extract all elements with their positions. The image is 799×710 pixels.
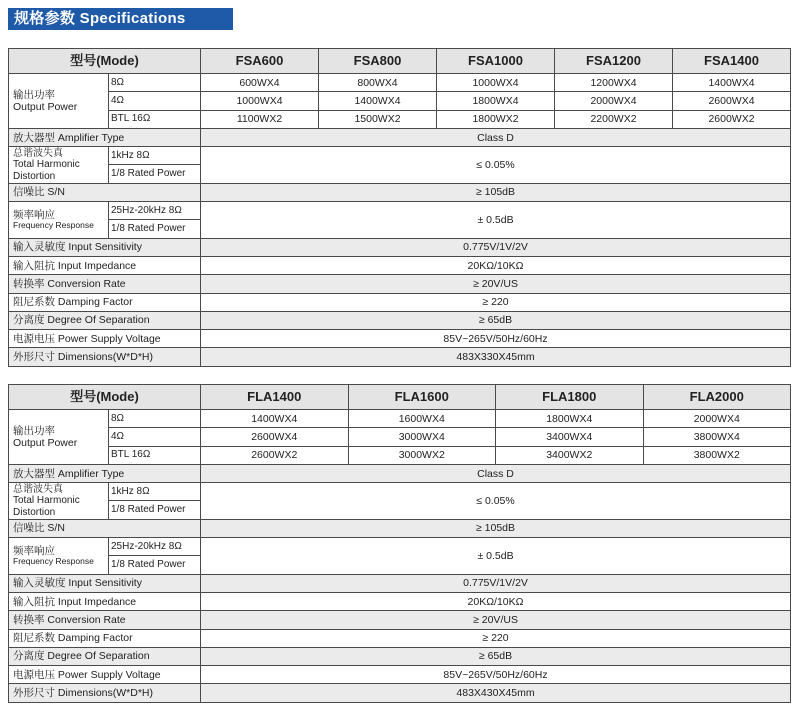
damping-factor-label: 阻尼系数 Damping Factor bbox=[9, 293, 201, 311]
input-impedance-label: 输入阻抗 Input Impedance bbox=[9, 592, 201, 610]
power-value: 1600WX4 bbox=[348, 410, 496, 428]
conversion-rate-label: 转换率 Conversion Rate bbox=[9, 611, 201, 629]
thd-row bbox=[9, 147, 791, 165]
thd-label-en-2: Distortion bbox=[13, 506, 56, 518]
power-supply-value: 85V~265V/50Hz/60Hz bbox=[201, 330, 791, 348]
frequency-response-label-cn: 频率响应 bbox=[13, 208, 55, 221]
power-value: 1400WX4 bbox=[201, 410, 349, 428]
model-header: FSA1200 bbox=[555, 49, 673, 74]
damping-factor-value: ≥ 220 bbox=[201, 293, 791, 311]
thd-value: ≤ 0.05% bbox=[201, 483, 791, 520]
power-value: 2000WX4 bbox=[643, 410, 791, 428]
damping-factor-row bbox=[9, 629, 791, 647]
frequency-response-value: ± 0.5dB bbox=[201, 538, 791, 575]
input-impedance-row bbox=[9, 592, 791, 610]
conversion-rate-value: ≥ 20V/US bbox=[201, 275, 791, 293]
amplifier-type-value: Class D bbox=[201, 128, 791, 146]
thd-condition-1: 1kHz 8Ω bbox=[109, 483, 201, 501]
input-impedance-row bbox=[9, 256, 791, 274]
power-value: 3000WX4 bbox=[348, 428, 496, 446]
amplifier-type-label: 放大器型 Amplifier Type bbox=[9, 128, 201, 146]
thd-label bbox=[9, 147, 109, 184]
frequency-response-label bbox=[9, 202, 109, 239]
power-value: 3400WX4 bbox=[496, 428, 644, 446]
input-sensitivity-label: 输入灵敏度 Input Sensitivity bbox=[9, 574, 201, 592]
output-power-label-en: Output Power bbox=[13, 436, 78, 449]
power-supply-label: 电源电压 Power Supply Voltage bbox=[9, 330, 201, 348]
input-sensitivity-value: 0.775V/1V/2V bbox=[201, 238, 791, 256]
dimensions-row bbox=[9, 348, 791, 366]
model-header: FSA1400 bbox=[673, 49, 791, 74]
power-value: 2000WX4 bbox=[555, 92, 673, 110]
input-impedance-label: 输入阻抗 Input Impedance bbox=[9, 256, 201, 274]
output-power-row bbox=[9, 446, 791, 464]
power-value: 1000WX4 bbox=[201, 92, 319, 110]
conversion-rate-label: 转换率 Conversion Rate bbox=[9, 275, 201, 293]
power-value: 1500WX2 bbox=[319, 110, 437, 128]
mode-header: 型号(Mode) bbox=[9, 49, 201, 74]
input-sensitivity-value: 0.775V/1V/2V bbox=[201, 574, 791, 592]
snr-label: 信噪比 S/N bbox=[9, 519, 201, 537]
frequency-response-condition-2: 1/8 Rated Power bbox=[109, 556, 201, 574]
frequency-response-row bbox=[9, 538, 791, 556]
frequency-response-condition-1: 25Hz-20kHz 8Ω bbox=[109, 538, 201, 556]
dimensions-label: 外形尺寸 Dimensions(W*D*H) bbox=[9, 348, 201, 366]
power-value: 2200WX2 bbox=[555, 110, 673, 128]
dimensions-row bbox=[9, 684, 791, 702]
frequency-response-row bbox=[9, 202, 791, 220]
damping-factor-value: ≥ 220 bbox=[201, 629, 791, 647]
output-power-label bbox=[9, 410, 109, 465]
output-power-label-en: Output Power bbox=[13, 100, 78, 113]
power-value: 1100WX2 bbox=[201, 110, 319, 128]
load-label: 8Ω bbox=[109, 410, 201, 428]
model-header: FLA1800 bbox=[496, 385, 644, 410]
conversion-rate-value: ≥ 20V/US bbox=[201, 611, 791, 629]
input-sensitivity-row bbox=[9, 574, 791, 592]
thd-condition-1: 1kHz 8Ω bbox=[109, 147, 201, 165]
separation-label: 分离度 Degree Of Separation bbox=[9, 311, 201, 329]
frequency-response-value: ± 0.5dB bbox=[201, 202, 791, 239]
amplifier-type-row bbox=[9, 464, 791, 482]
frequency-response-label-cn: 频率响应 bbox=[13, 544, 55, 557]
header-row bbox=[9, 385, 791, 410]
input-sensitivity-label: 输入灵敏度 Input Sensitivity bbox=[9, 238, 201, 256]
output-power-row bbox=[9, 92, 791, 110]
damping-factor-row bbox=[9, 293, 791, 311]
power-value: 2600WX4 bbox=[673, 92, 791, 110]
damping-factor-label: 阻尼系数 Damping Factor bbox=[9, 629, 201, 647]
separation-row bbox=[9, 647, 791, 665]
thd-value: ≤ 0.05% bbox=[201, 147, 791, 184]
mode-header: 型号(Mode) bbox=[9, 385, 201, 410]
load-label: 8Ω bbox=[109, 74, 201, 92]
thd-label-en-1: Total Harmonic bbox=[13, 159, 80, 171]
thd-row bbox=[9, 483, 791, 501]
amplifier-type-label: 放大器型 Amplifier Type bbox=[9, 464, 201, 482]
power-value: 1000WX4 bbox=[437, 74, 555, 92]
output-power-row bbox=[9, 410, 791, 428]
spec-table-fla bbox=[8, 384, 791, 703]
model-header: FSA800 bbox=[319, 49, 437, 74]
power-value: 1800WX4 bbox=[496, 410, 644, 428]
header-row bbox=[9, 49, 791, 74]
amplifier-type-value: Class D bbox=[201, 464, 791, 482]
power-value: 600WX4 bbox=[201, 74, 319, 92]
power-supply-row bbox=[9, 330, 791, 348]
input-sensitivity-row bbox=[9, 238, 791, 256]
model-header: FSA1000 bbox=[437, 49, 555, 74]
amplifier-type-row bbox=[9, 128, 791, 146]
output-power-label-cn: 输出功率 bbox=[13, 424, 55, 437]
thd-label-cn: 总谐波失真 bbox=[13, 483, 63, 495]
frequency-response-condition-1: 25Hz-20kHz 8Ω bbox=[109, 202, 201, 220]
power-value: 3800WX4 bbox=[643, 428, 791, 446]
separation-value: ≥ 65dB bbox=[201, 647, 791, 665]
input-impedance-value: 20KΩ/10KΩ bbox=[201, 592, 791, 610]
dimensions-label: 外形尺寸 Dimensions(W*D*H) bbox=[9, 684, 201, 702]
input-impedance-value: 20KΩ/10KΩ bbox=[201, 256, 791, 274]
snr-row bbox=[9, 519, 791, 537]
thd-label-en-2: Distortion bbox=[13, 170, 56, 182]
model-header: FLA1600 bbox=[348, 385, 496, 410]
snr-label: 信噪比 S/N bbox=[9, 183, 201, 201]
model-header: FLA2000 bbox=[643, 385, 791, 410]
frequency-response-condition-2: 1/8 Rated Power bbox=[109, 220, 201, 238]
power-value: 1400WX4 bbox=[673, 74, 791, 92]
model-header: FSA600 bbox=[201, 49, 319, 74]
section-title: 规格参数 Specifications bbox=[8, 8, 233, 30]
separation-value: ≥ 65dB bbox=[201, 311, 791, 329]
thd-label bbox=[9, 483, 109, 520]
separation-row bbox=[9, 311, 791, 329]
output-power-row bbox=[9, 74, 791, 92]
thd-condition-2: 1/8 Rated Power bbox=[109, 165, 201, 183]
snr-row bbox=[9, 183, 791, 201]
conversion-rate-row bbox=[9, 611, 791, 629]
power-value: 3400WX2 bbox=[496, 446, 644, 464]
power-value: 1800WX2 bbox=[437, 110, 555, 128]
thd-label-cn: 总谐波失真 bbox=[13, 147, 63, 159]
power-value: 1800WX4 bbox=[437, 92, 555, 110]
output-power-label-cn: 输出功率 bbox=[13, 88, 55, 101]
power-value: 1400WX4 bbox=[319, 92, 437, 110]
spec-table-fsa bbox=[8, 48, 791, 367]
output-power-row bbox=[9, 110, 791, 128]
load-label: 4Ω bbox=[109, 428, 201, 446]
output-power-row bbox=[9, 428, 791, 446]
load-label: BTL 16Ω bbox=[109, 110, 201, 128]
snr-value: ≥ 105dB bbox=[201, 519, 791, 537]
load-label: BTL 16Ω bbox=[109, 446, 201, 464]
power-supply-label: 电源电压 Power Supply Voltage bbox=[9, 666, 201, 684]
power-value: 3800WX2 bbox=[643, 446, 791, 464]
power-value: 2600WX2 bbox=[201, 446, 349, 464]
power-value: 1200WX4 bbox=[555, 74, 673, 92]
conversion-rate-row bbox=[9, 275, 791, 293]
snr-value: ≥ 105dB bbox=[201, 183, 791, 201]
output-power-label bbox=[9, 74, 109, 129]
load-label: 4Ω bbox=[109, 92, 201, 110]
power-value: 2600WX4 bbox=[201, 428, 349, 446]
thd-label-en-1: Total Harmonic bbox=[13, 495, 80, 507]
frequency-response-label-en: Frequency Response bbox=[13, 220, 94, 231]
power-value: 3000WX2 bbox=[348, 446, 496, 464]
thd-condition-2: 1/8 Rated Power bbox=[109, 501, 201, 519]
separation-label: 分离度 Degree Of Separation bbox=[9, 647, 201, 665]
power-supply-value: 85V~265V/50Hz/60Hz bbox=[201, 666, 791, 684]
model-header: FLA1400 bbox=[201, 385, 349, 410]
dimensions-value: 483X330X45mm bbox=[201, 348, 791, 366]
frequency-response-label-en: Frequency Response bbox=[13, 556, 94, 567]
power-value: 2600WX2 bbox=[673, 110, 791, 128]
power-supply-row bbox=[9, 666, 791, 684]
frequency-response-label bbox=[9, 538, 109, 575]
power-value: 800WX4 bbox=[319, 74, 437, 92]
dimensions-value: 483X430X45mm bbox=[201, 684, 791, 702]
